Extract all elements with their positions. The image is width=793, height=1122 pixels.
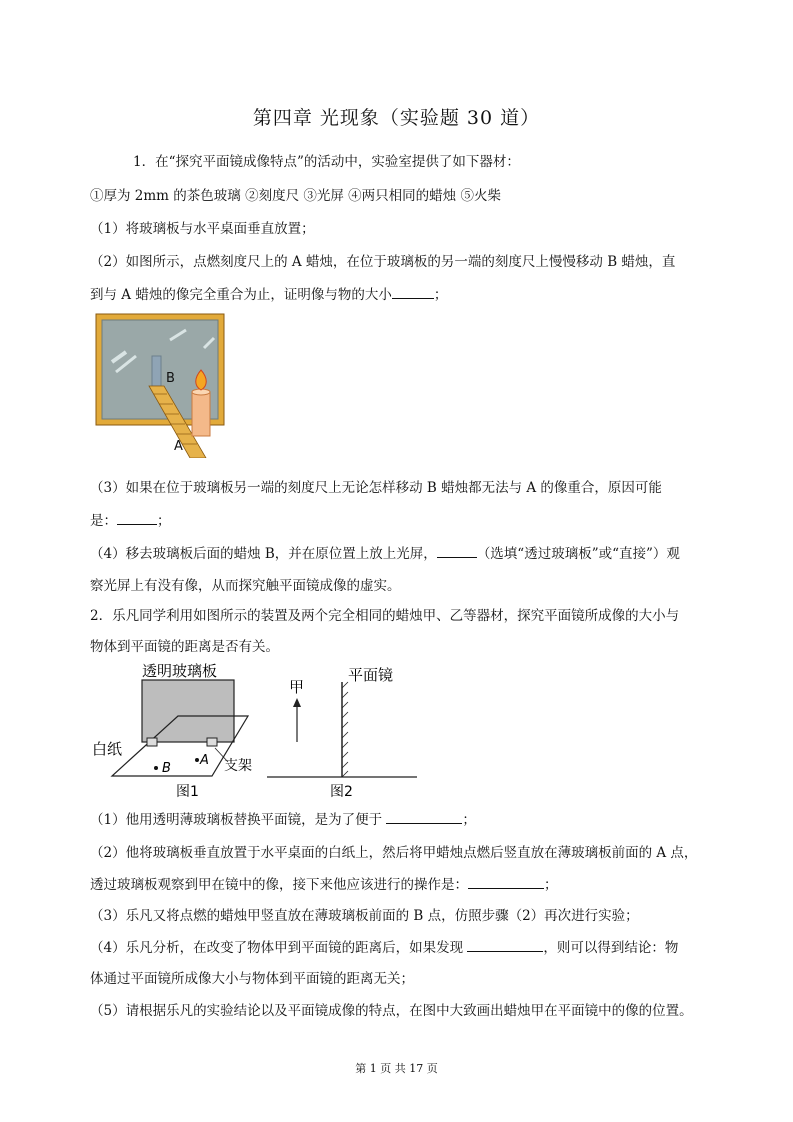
q1-step2-line1: （2）如图所示，点燃刻度尺上的 A 蜡烛，在位于玻璃板的另一端的刻度尺上慢慢移动 B 蜡烛，直 <box>90 254 676 270</box>
page-title: 第四章 光现象（实验题 30 道） <box>252 107 541 129</box>
page-footer: 第 1 页 共 17 页 <box>355 1062 438 1075</box>
q1-step1: （1）将玻璃板与水平桌面垂直放置； <box>90 221 315 237</box>
answer-blank[interactable] <box>117 512 157 525</box>
answer-blank[interactable] <box>437 545 477 558</box>
fig1-caption: 图1 <box>176 784 199 798</box>
candle-a <box>192 392 210 436</box>
q1-step4-text: （4）移去玻璃板后面的蜡烛 B，并在原位置上放上光屏， <box>90 546 437 562</box>
q1-step4-line1 <box>90 542 680 562</box>
q2-step3: （3）乐凡又将点燃的蜡烛甲竖直放在薄玻璃板前面的 B 点，仿照步骤（2）再次进行实验； <box>90 908 639 924</box>
q2-figures <box>90 658 420 798</box>
label-a: A <box>200 753 209 768</box>
q2-intro-line2: 物体到平面镜的距离是否有关。 <box>90 639 279 655</box>
point-b-dot <box>154 766 158 770</box>
answer-blank[interactable] <box>467 939 543 952</box>
q2-step2-line2 <box>90 873 558 893</box>
arrow-head-icon <box>293 698 301 707</box>
q1-step3-end: ； <box>157 513 171 529</box>
q2-intro-line1: 2．乐凡同学利用如图所示的装置及两个完全相同的蜡烛甲、乙等器材，探究平面镜所成像的大小与 <box>90 608 680 624</box>
q1-step2-text: 到与 A 蜡烛的像完全重合为止，证明像与物的大小 <box>90 287 392 303</box>
q1-step3-text: 是： <box>90 513 117 529</box>
glass-board <box>142 680 234 742</box>
candle-b <box>152 356 161 386</box>
answer-blank[interactable] <box>386 811 462 824</box>
label-a: A <box>174 439 183 454</box>
point-a-dot <box>195 758 199 762</box>
q2-step1-text: （1）他用透明薄玻璃板替换平面镜，是为了便于 <box>90 812 383 828</box>
q2-step1-end: ； <box>462 812 476 828</box>
q1-intro: 1．在“探究平面镜成像特点”的活动中，实验室提供了如下器材： <box>133 154 520 170</box>
q2-step2-end: ； <box>544 877 558 893</box>
q1-step2-end: ； <box>433 287 448 303</box>
q2-step4-line1 <box>90 936 678 956</box>
answer-blank[interactable] <box>392 286 434 299</box>
q2-step4-line2: 体通过平面镜所成像大小与物体到平面镜的距离无关； <box>90 971 414 987</box>
q2-step2-text: 透过玻璃板观察到甲在镜中的像，接下来他应该进行的操作是： <box>90 877 468 893</box>
q2-step1 <box>90 808 476 828</box>
q1-step3-line2 <box>90 509 171 529</box>
q2-step4-cont: ，则可以得到结论：物 <box>543 940 679 956</box>
stand-label: 支架 <box>224 758 252 774</box>
stand-right <box>207 738 217 746</box>
object-label: 甲 <box>289 678 305 696</box>
fig2-caption: 图2 <box>330 784 353 798</box>
stand-left <box>147 738 157 746</box>
q1-step3-line1: （3）如果在位于玻璃板另一端的刻度尺上无论怎样移动 B 蜡烛都无法与 A 的像重合，原因可能 <box>90 480 662 496</box>
paper-label: 白纸 <box>92 740 123 758</box>
q1-materials: ①厚为 2mm 的茶色玻璃 ②刻度尺 ③光屏 ④两只相同的蜡烛 ⑤火柴 <box>90 188 501 204</box>
q2-figure-2 <box>267 666 417 798</box>
mirror-hatch <box>342 682 348 777</box>
mirror-label: 平面镜 <box>348 666 394 684</box>
q2-figure-1 <box>92 662 252 798</box>
q2-step2-line1: （2）他将玻璃板垂直放置于水平桌面的白纸上，然后将甲蜡烛点燃后竖直放在薄玻璃板前面的 A 点， <box>90 845 698 861</box>
q1-step2-line2 <box>90 283 447 303</box>
label-b: B <box>162 761 171 776</box>
q1-figure <box>94 312 228 458</box>
label-b: B <box>166 371 175 386</box>
q2-step4-text: （4）乐凡分析，在改变了物体甲到平面镜的距离后，如果发现 <box>90 940 464 956</box>
q1-step4-line2: 察光屏上有没有像，从而探究触平面镜成像的虚实。 <box>90 578 401 594</box>
q2-step5: （5）请根据乐凡的实验结论以及平面镜成像的特点，在图中大致画出蜡烛甲在平面镜中的像的位置。 <box>90 1003 693 1019</box>
q1-step4-choice: （选填“透过玻璃板”或“直接”）观 <box>476 546 680 562</box>
glass-label: 透明玻璃板 <box>142 662 218 680</box>
answer-blank[interactable] <box>468 876 544 889</box>
